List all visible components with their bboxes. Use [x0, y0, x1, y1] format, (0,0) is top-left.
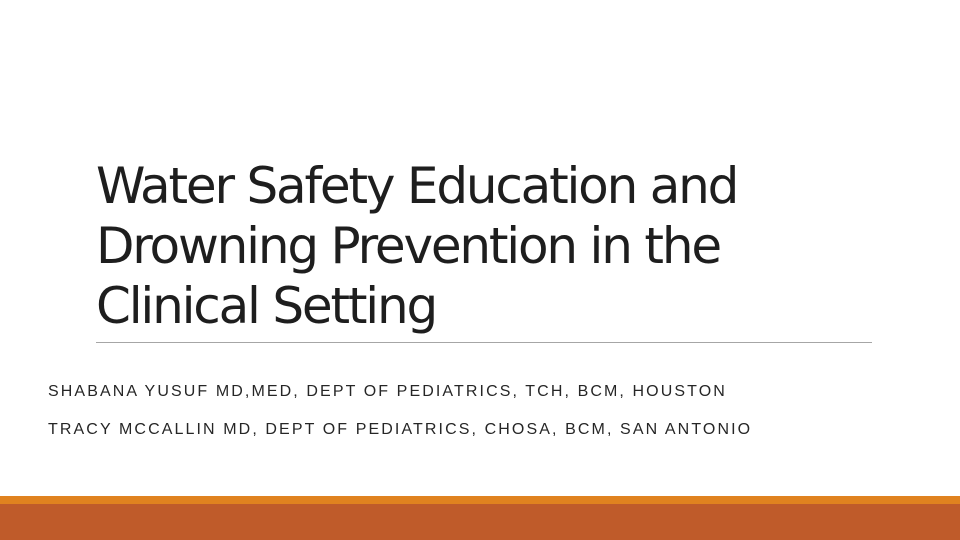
slide-title — [96, 156, 886, 336]
title-line-1: Water Safety Education and — [96, 157, 738, 215]
slide-subtitle — [48, 382, 928, 439]
title-line-2: Drowning Prevention in the — [96, 217, 720, 275]
author-line-2: TRACY MCCALLIN MD, DEPT OF PEDIATRICS, CHOSA, BCM, SAN ANTONIO — [48, 421, 753, 438]
footer-band — [0, 504, 960, 540]
footer-accent-stripe — [0, 496, 960, 504]
title-line-3: Clinical Setting — [96, 277, 437, 335]
author-line-1: SHABANA YUSUF MD,MED, DEPT OF PEDIATRICS, TCH, BCM, HOUSTON — [48, 383, 727, 400]
title-underline-divider — [96, 342, 872, 343]
